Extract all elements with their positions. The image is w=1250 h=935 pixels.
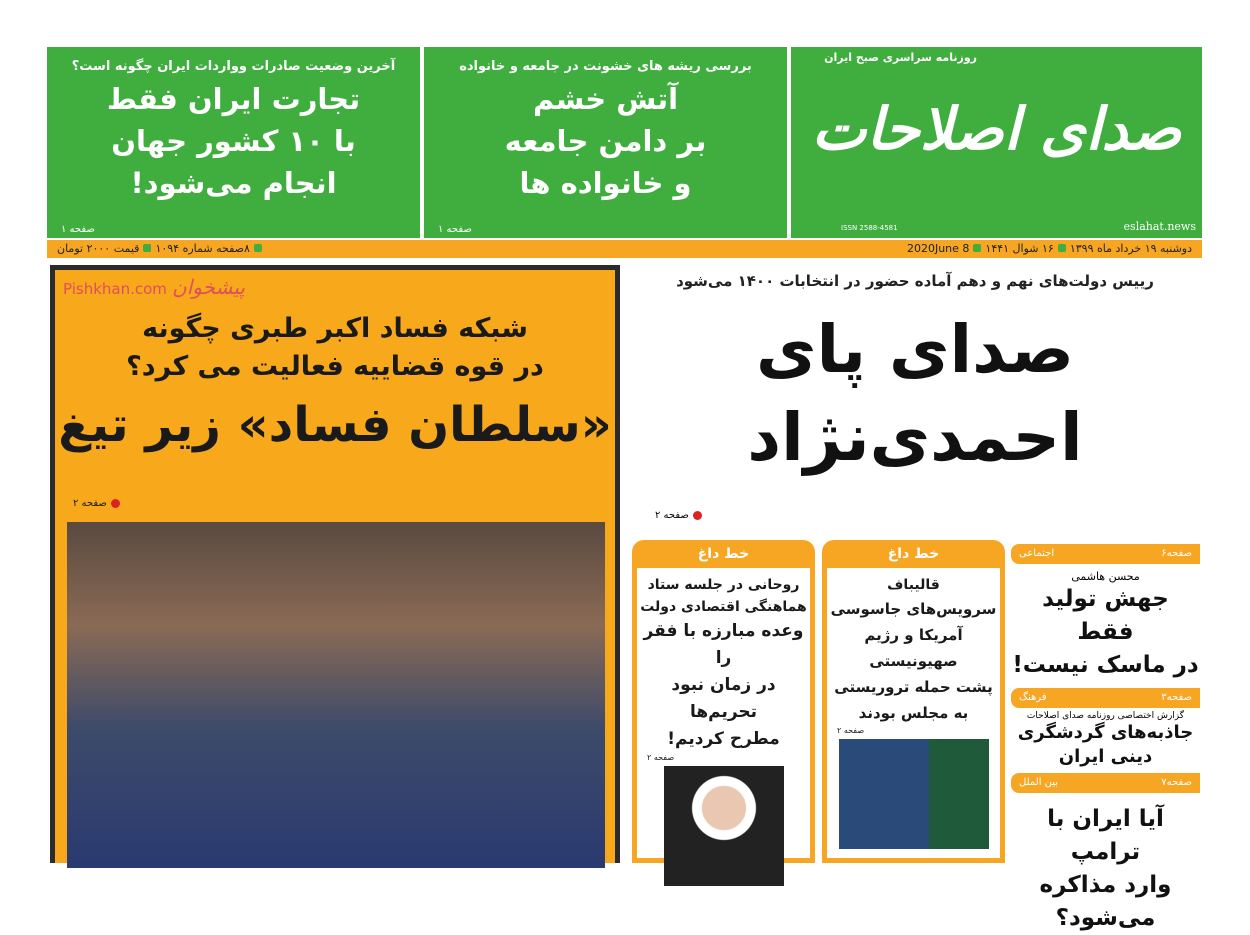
lead-photo — [67, 522, 605, 868]
byline: محسن هاشمی — [1071, 570, 1140, 583]
masthead — [791, 47, 1202, 238]
byline: گزارش اختصاصی روزنامه صدای اصلاحات — [1026, 711, 1185, 721]
lead-headline: «سلطان فساد» زیر تیغ — [58, 397, 612, 453]
column-kicker: روحانی در جلسه ستاد هماهنگی اقتصادی دولت — [640, 577, 807, 615]
headline: تجارت ایران فقط با ۱۰ کشور جهان انجام می‌شود! — [106, 82, 361, 200]
kicker: بررسی ریشه های خشونت در جامعه و خانواده — [459, 59, 752, 74]
watermark: Pishkhan.com پیشخوان — [63, 275, 245, 299]
date-strip — [47, 240, 1202, 258]
top-story-trade[interactable] — [47, 47, 420, 238]
logo: صدای اصلاحات — [811, 95, 1182, 163]
section-tag: صفحه۶ اجتماعی — [1011, 544, 1200, 564]
main-story[interactable] — [630, 272, 1200, 482]
lead-kicker: شبکه فساد اکبر طبری چگونه در قوه قضاییه فعالیت می کرد؟ — [126, 313, 544, 382]
kicker: آخرین وضعیت صادرات وواردات ایران چگونه است؟ — [71, 59, 396, 74]
side-headline: آیا ایران با ترامپ وارد مذاکره می‌شود؟ — [1039, 806, 1172, 931]
page-ref: صفحه ۲ — [73, 498, 120, 509]
date-line: دوشنبه ۱۹ خرداد ماه ۱۳۹۹۱۶ شوال ۱۴۴۱2020June 8 — [906, 242, 1192, 255]
main-headline: صدای پای احمدی‌نژاد — [747, 311, 1083, 476]
side-headline: جاذبه‌های گردشگری دینی ایران — [1017, 722, 1194, 767]
column-headline: سرویس‌های جاسوسی آمریکا و رژیم صهیونیستی پشت حمله تروریستی به مجلس بودند — [830, 600, 997, 722]
photo-ghalibaf — [839, 739, 989, 849]
section-tag: صفحه۳ فرهنگ — [1011, 688, 1200, 708]
issue-info: ۸صفحه شماره ۱۰۹۴قیمت ۲۰۰۰ تومان — [57, 240, 266, 258]
main-page-ref: صفحه ۲ — [655, 510, 702, 521]
main-kicker: رییس دولت‌های نهم و دهم آماده حضور در انتخابات ۱۴۰۰ می‌شود — [676, 272, 1154, 290]
red-dot-icon — [111, 499, 120, 508]
side-column — [1011, 544, 1200, 935]
tagline: روزنامه سراسری صبح ایران — [824, 51, 977, 64]
top-story-violence[interactable] — [424, 47, 787, 238]
column-kicker: قالیباف — [887, 577, 940, 593]
column-header: خط داغ — [697, 546, 750, 562]
page-ref: صفحه ۲ — [647, 753, 675, 762]
page-ref: صفحه ۱ — [438, 224, 472, 235]
column-ghalibaf[interactable] — [822, 540, 1005, 863]
page-ref: صفحه ۱ — [61, 224, 95, 235]
column-header: خط داغ — [887, 546, 940, 562]
page-ref: صفحه ۲ — [837, 726, 865, 735]
website[interactable]: eslahat.news — [1123, 220, 1196, 233]
red-dot-icon — [693, 511, 702, 520]
lead-story[interactable] — [50, 265, 620, 863]
side-headline: جهش تولید فقط در ماسک نیست! — [1012, 586, 1199, 678]
section-tag: صفحه۷ بین الملل — [1011, 773, 1200, 793]
issn: ISSN 2588-4581 — [841, 224, 898, 232]
column-rouhani[interactable] — [632, 540, 815, 863]
photo-rouhani — [664, 766, 784, 886]
headline: آتش خشم بر دامن جامعه و خانواده ها — [504, 82, 707, 200]
column-headline: وعده مبارزه با فقر را در زمان نبود تحریم‌ها مطرح کردیم! — [643, 621, 804, 749]
